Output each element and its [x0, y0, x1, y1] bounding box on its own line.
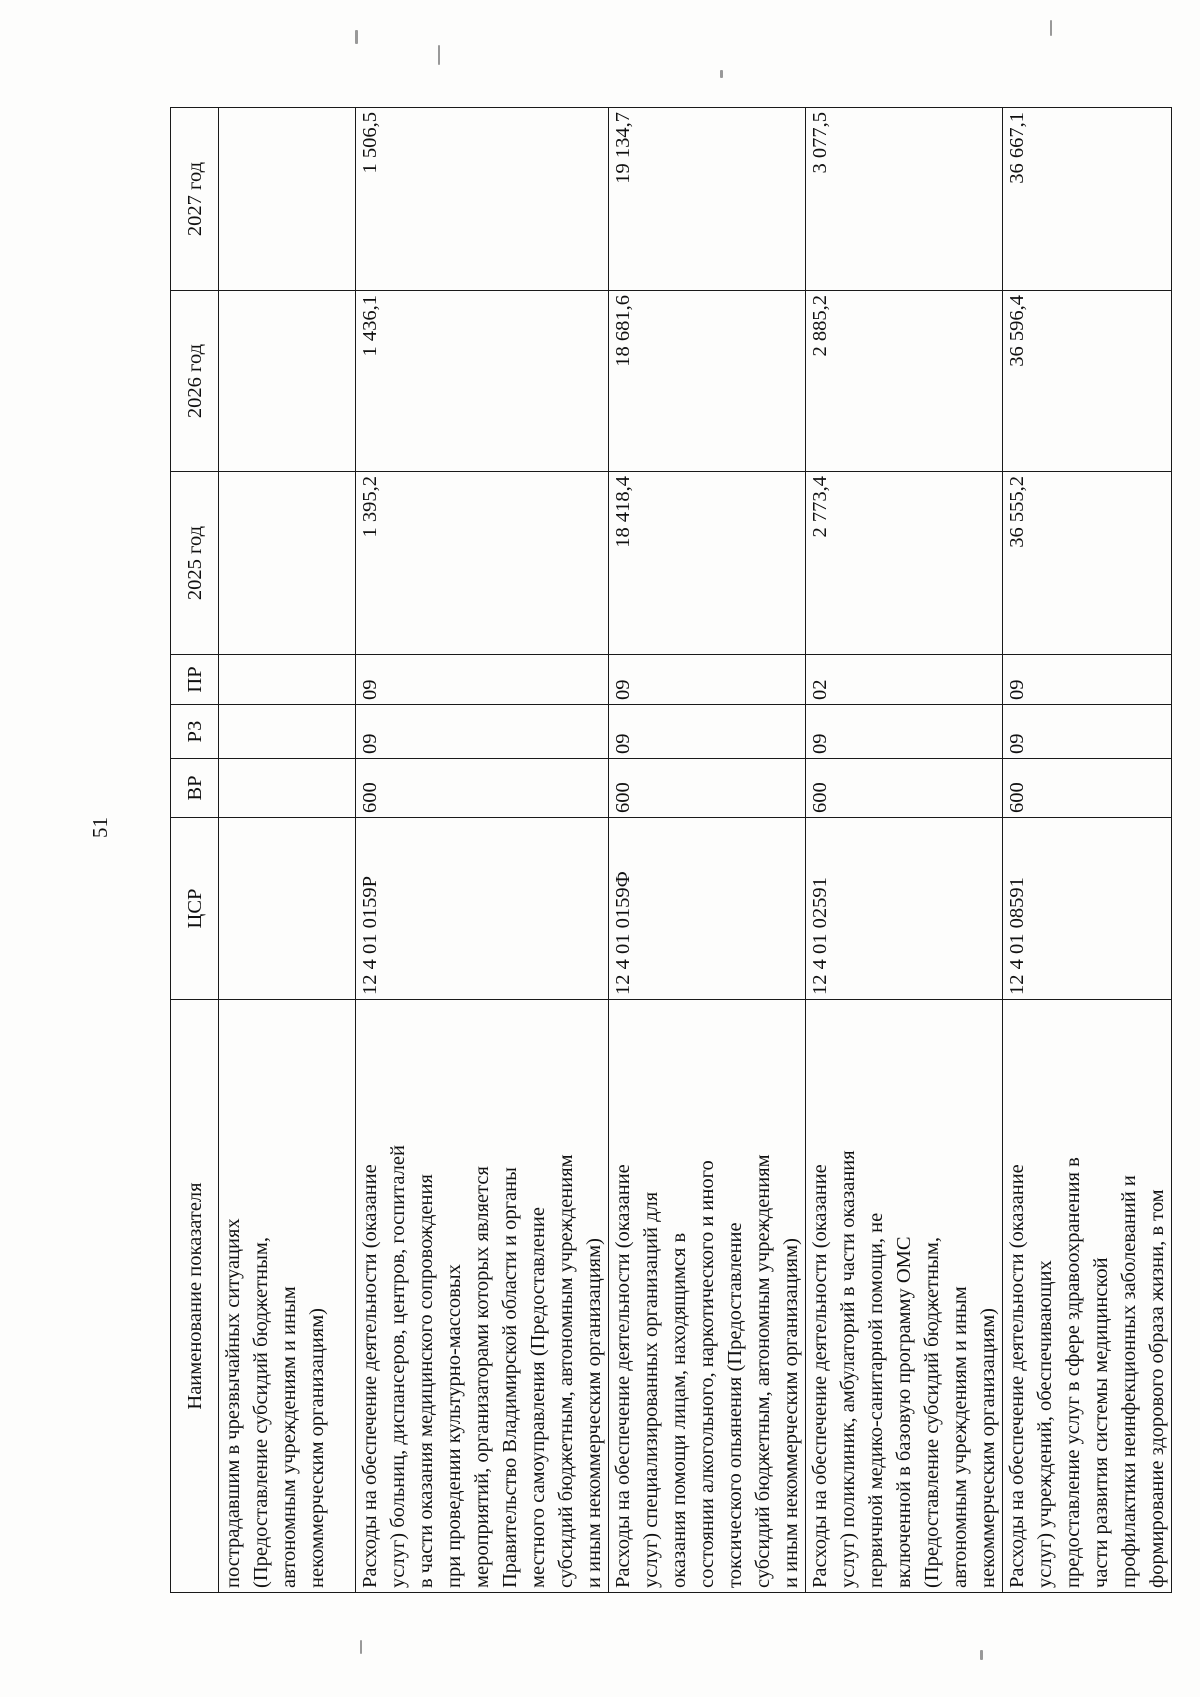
row-pr: 09: [609, 655, 806, 705]
row-rz: 09: [356, 705, 609, 759]
row-rz: 09: [609, 705, 806, 759]
row-2027: 19 134,7: [609, 108, 806, 291]
row-name: Расходы на обеспечение деятельности (оказание услуг) поликлиник, амбулаторий в части оказания первичной медико-санитарной помощи, не включенной в базовую программу ОМС (Предоставление субсидий бюджетным, автономным учреждениям и иным некоммерческим организациям): [806, 1000, 1003, 1593]
row-2025: 1 395,2: [356, 472, 609, 655]
row-vr: 600: [356, 759, 609, 818]
row-2027: 36 667,1: [1003, 108, 1172, 291]
row-csr: [219, 818, 356, 1000]
page-number: 51: [88, 817, 112, 838]
row-csr: 12 4 01 0159Р: [356, 818, 609, 1000]
row-pr: 09: [1003, 655, 1172, 705]
header-pr: ПР: [171, 655, 219, 705]
row-vr: 600: [1003, 759, 1172, 818]
scan-speck: [355, 30, 358, 44]
header-name: Наименование показателя: [171, 1000, 219, 1593]
table-row: [1003, 108, 1172, 1593]
header-2027: 2027 год: [171, 108, 219, 291]
header-vr: ВР: [171, 759, 219, 818]
budget-table: [170, 107, 1172, 1593]
row-name: Расходы на обеспечение деятельности (оказание услуг) больниц, диспансеров, центров, госпиталей в части оказания медицинского сопровождения при проведении культурно-массовых мероприятий, организаторами которых является Правительство Владимирской области и органы местного самоуправления (Предоставление субсидий бюджетным, автономным учреждениям и иным некоммерческим организациям): [356, 1000, 609, 1593]
row-rz: 09: [806, 705, 1003, 759]
row-name: пострадавшим в чрезвычайных ситуациях (Предоставление субсидий бюджетным, автономным учреждениям и иным некоммерческим организациям): [219, 1000, 356, 1593]
header-2026: 2026 год: [171, 291, 219, 472]
row-2027: 3 077,5: [806, 108, 1003, 291]
table-header-row: [171, 108, 219, 1593]
row-pr: [219, 655, 356, 705]
row-vr: [219, 759, 356, 818]
scan-speck: [360, 1640, 362, 1654]
row-rz: [219, 705, 356, 759]
header-2025: 2025 год: [171, 472, 219, 655]
row-2027: 1 506,5: [356, 108, 609, 291]
row-2027: [219, 108, 356, 291]
row-csr: 12 4 01 0159Ф: [609, 818, 806, 1000]
rotated-table-container: [170, 108, 1168, 1593]
scan-speck: [980, 1650, 983, 1660]
row-pr: 09: [356, 655, 609, 705]
table-row: [356, 108, 609, 1593]
scan-speck: [438, 45, 440, 65]
row-name: Расходы на обеспечение деятельности (оказание услуг) специализированных организаций для оказания помощи лицам, находящимся в состоянии алкогольного, наркотического и иного токсического опьянения (Предоставление субсидий бюджетным, автономным учреждениям и иным некоммерческим организациям): [609, 1000, 806, 1593]
row-rz: 09: [1003, 705, 1172, 759]
row-csr: 12 4 01 02591: [806, 818, 1003, 1000]
row-2026: 1 436,1: [356, 291, 609, 472]
row-name: Расходы на обеспечение деятельности (оказание услуг) учреждений, обеспечивающих предоставление услуг в сфере здравоохранения в части развития системы медицинской профилактики неинфекционных заболеваний и формирование здорового образа жизни, в том: [1003, 1000, 1172, 1593]
row-pr: 02: [806, 655, 1003, 705]
table-row: [609, 108, 806, 1593]
table-row: [219, 108, 356, 1593]
scan-speck: [720, 70, 723, 78]
row-csr: 12 4 01 08591: [1003, 818, 1172, 1000]
row-2025: 18 418,4: [609, 472, 806, 655]
table-row: [806, 108, 1003, 1593]
row-2025: [219, 472, 356, 655]
header-rz: РЗ: [171, 705, 219, 759]
row-vr: 600: [609, 759, 806, 818]
row-vr: 600: [806, 759, 1003, 818]
header-csr: ЦСР: [171, 818, 219, 1000]
row-2026: 36 596,4: [1003, 291, 1172, 472]
row-2026: 18 681,6: [609, 291, 806, 472]
row-2025: 2 773,4: [806, 472, 1003, 655]
scan-speck: [1050, 20, 1052, 36]
row-2025: 36 555,2: [1003, 472, 1172, 655]
row-2026: [219, 291, 356, 472]
row-2026: 2 885,2: [806, 291, 1003, 472]
